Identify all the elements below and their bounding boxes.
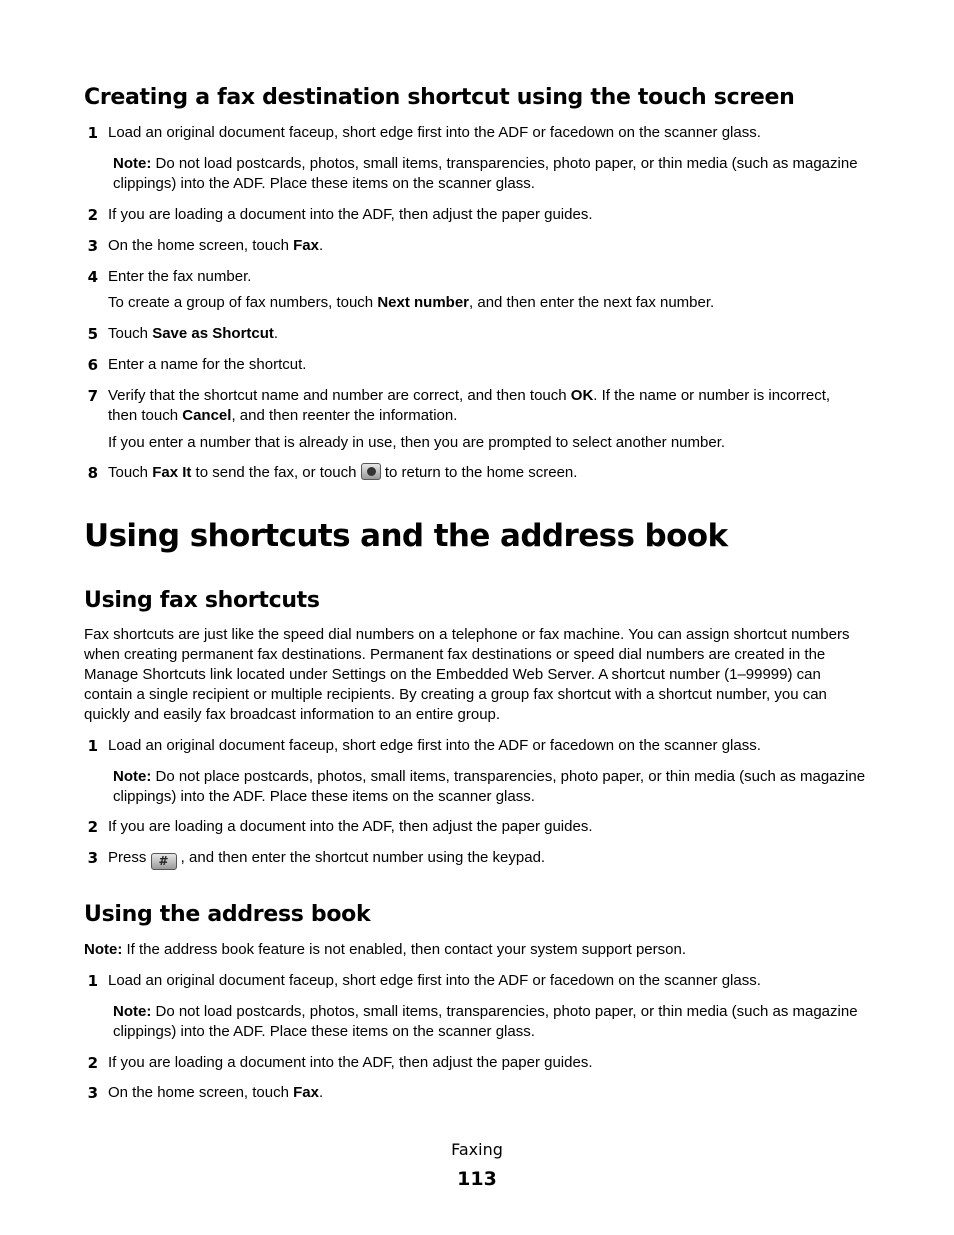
note-text: Do not load postcards, photos, small items, transparencies, photo paper, or thin media (such as magazine (151, 1003, 858, 1020)
section-title-create-shortcut: Creating a fax destination shortcut using the touch screen (84, 85, 795, 110)
note-text: clippings) into the ADF. Place these items on the scanner glass. (113, 175, 535, 192)
ui-label-fax: Fax (293, 1084, 319, 1101)
ui-label-next-number: Next number (377, 294, 470, 311)
note-label: Note: (113, 155, 152, 172)
step-text: Load an original document faceup, short edge first into the ADF or facedown on the scanner glass. (108, 737, 761, 754)
step-text: Press # , and then enter the shortcut number using the keypad. (108, 849, 546, 868)
page-number: 113 (457, 1168, 497, 1190)
step-number: 3 (87, 1084, 98, 1102)
note-block (113, 767, 865, 807)
hash-key-icon: # (151, 853, 177, 870)
step-subtext: To create a group of fax numbers, touch Next number, and then enter the next fax number. (108, 294, 715, 311)
step-text: If you are loading a document into the ADF, then adjust the paper guides. (108, 818, 593, 835)
ui-label-cancel: Cancel (182, 407, 232, 424)
step-number: 8 (87, 464, 98, 482)
chapter-title: Using shortcuts and the address book (84, 518, 728, 554)
note-text: clippings) into the ADF. Place these items on the scanner glass. (113, 1023, 535, 1040)
step-number: 6 (87, 356, 98, 374)
step-number: 1 (87, 972, 98, 990)
step-number: 3 (87, 849, 98, 867)
footer-section-name: Faxing (451, 1140, 503, 1159)
step-text: Load an original document faceup, short edge first into the ADF or facedown on the scanner glass. (108, 972, 761, 989)
section-title-address-book: Using the address book (84, 902, 371, 927)
step-text: If you are loading a document into the ADF, then adjust the paper guides. (108, 1054, 593, 1071)
step-number: 1 (87, 124, 98, 142)
step-text: If you are loading a document into the ADF, then adjust the paper guides. (108, 206, 593, 223)
step-text: Verify that the shortcut name and number are correct, and then touch OK. If the name or number is incorrect, then touch Cancel, and then reenter the information. (108, 387, 831, 424)
step-text: On the home screen, touch Fax. (108, 1084, 324, 1101)
section-title-fax-shortcuts: Using fax shortcuts (84, 588, 320, 613)
note-text: clippings) into the ADF. Place these items on the scanner glass. (113, 788, 535, 805)
step-number: 3 (87, 237, 98, 255)
note-block (113, 1002, 858, 1042)
step-number: 1 (87, 737, 98, 755)
step-number: 5 (87, 325, 98, 343)
ui-label-ok: OK (570, 387, 594, 404)
step-text: Enter a name for the shortcut. (108, 356, 307, 373)
ui-label-fax-it: Fax It (152, 464, 192, 481)
step-number: 7 (87, 387, 98, 405)
note-label: Note: (113, 768, 152, 785)
home-icon (361, 463, 381, 480)
step-number: 2 (87, 818, 98, 836)
step-text: Load an original document faceup, short edge first into the ADF or facedown on the scanner glass. (108, 124, 761, 141)
note-text: Do not load postcards, photos, small items, transparencies, photo paper, or thin media (such as magazine (151, 155, 858, 172)
note-block (113, 154, 858, 194)
note-text: If the address book feature is not enabled, then contact your system support person. (122, 941, 686, 958)
intro-paragraph: Fax shortcuts are just like the speed dial numbers on a telephone or fax machine. You can assign shortcut numbers when creating permanent fax destinations. Permanent fax destinations or speed dial numbers are created in the Manage Shortcuts link located under Settings on the Embedded Web Server. A shortcut number (1–99999) can contain a single recipient or multiple recipients. By creating a group fax shortcut with a shortcut number, you can quickly and easily fax broadcast information to an entire group. (84, 626, 850, 723)
step-text: Touch Fax It to send the fax, or touch to return to the home screen. (108, 464, 578, 481)
step-text: Enter the fax number. (108, 268, 252, 285)
step-number: 2 (87, 1054, 98, 1072)
step-number: 4 (87, 268, 98, 286)
ui-label-fax: Fax (293, 237, 319, 254)
note-label: Note: (113, 1003, 152, 1020)
note-text: Do not place postcards, photos, small items, transparencies, photo paper, or thin media (such as magazine (151, 768, 866, 785)
step-number: 2 (87, 206, 98, 224)
ui-label-save-as-shortcut: Save as Shortcut (152, 325, 274, 342)
step-text: Touch Save as Shortcut. (108, 325, 279, 342)
step-text: On the home screen, touch Fax. (108, 237, 324, 254)
note-label: Note: (84, 941, 123, 958)
step-subtext: If you enter a number that is already in use, then you are prompted to select another number. (108, 434, 726, 451)
note-block (84, 940, 686, 960)
